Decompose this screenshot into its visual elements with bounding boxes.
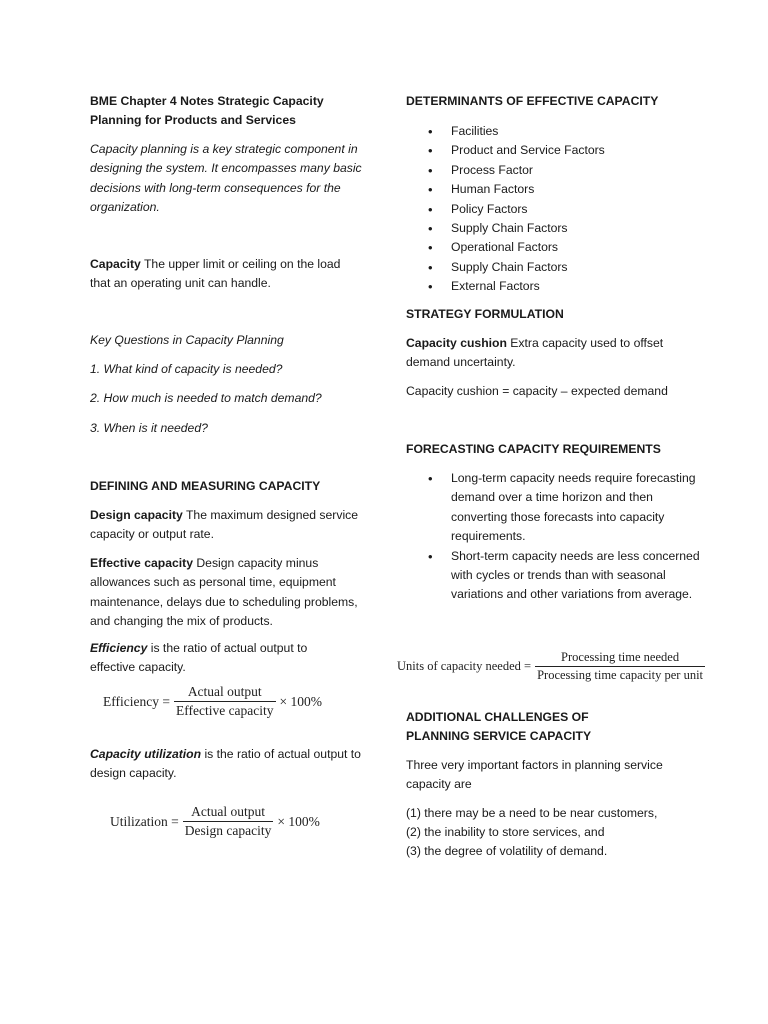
effective-def-text: Design capacity minus allowances such as personal time, equipment maintenance, delays due to scheduling problems, and changing the mix of products. — [90, 556, 358, 629]
cushion-def-text: Extra capacity used to offset demand uncertainty. — [406, 336, 664, 370]
utilization-denominator: Design capacity — [184, 823, 272, 838]
challenges-heading-line-2: PLANNING SERVICE CAPACITY — [406, 729, 592, 743]
challenges-intro: Three very important factors in planning service capacity are — [406, 758, 663, 792]
units-numerator: Processing time needed — [561, 650, 680, 664]
list-item: • Facilities — [406, 122, 706, 141]
design-def-text: The maximum designed service capacity or output rate. — [90, 508, 359, 542]
capacity-def-text: The upper limit or ceiling on the load that an operating unit can handle. — [90, 257, 341, 291]
effective-term: Effective capacity — [90, 556, 193, 570]
list-item: • Policy Factors — [406, 200, 706, 219]
units-fraction — [535, 650, 705, 683]
list-item: • External Factors — [406, 277, 706, 296]
intro-paragraph: Capacity planning is a key strategic component in designing the system. It encompasses many basic decisions with long-term consequences for the organization. — [90, 142, 362, 215]
utilization-numerator: Actual output — [191, 804, 265, 819]
forecasting-list — [406, 469, 706, 605]
key-questions-heading: Key Questions in Capacity Planning — [90, 333, 284, 347]
list-item: • Operational Factors — [406, 238, 706, 257]
question-1: 1. What kind of capacity is needed? — [90, 362, 283, 376]
list-item: • Short-term capacity needs are less concerned with cycles or trends than with seasonal variations and other variations from average. — [406, 547, 704, 605]
utilization-formula — [110, 804, 320, 839]
units-formula-lhs: Units of capacity needed = — [397, 659, 532, 673]
efficiency-def-text: is the ratio of actual output to effective capacity. — [90, 641, 308, 675]
list-item: • Long-term capacity needs require forecasting demand over a time horizon and then converting those forecasts into capacity requirements. — [406, 469, 704, 547]
list-item: • Product and Service Factors — [406, 141, 706, 160]
efficiency-term: Efficiency — [90, 641, 148, 655]
strategy-heading: STRATEGY FORMULATION — [406, 307, 564, 321]
efficiency-numerator: Actual output — [187, 684, 262, 699]
capacity-term: Capacity — [90, 257, 141, 271]
cushion-definition — [406, 334, 681, 373]
question-3: 3. When is it needed? — [90, 421, 208, 435]
efficiency-formula-suffix: × 100% — [279, 693, 323, 709]
challenge-3: (3) the degree of volatility of demand. — [406, 844, 608, 858]
challenge-2: (2) the inability to store services, and — [406, 825, 605, 839]
utilization-term: Capacity utilization — [90, 747, 202, 761]
efficiency-definition — [90, 639, 330, 678]
units-formula — [397, 650, 709, 683]
challenge-1: (1) there may be a need to be near customers, — [406, 806, 658, 820]
determinants-heading: DETERMINANTS OF EFFECTIVE CAPACITY — [406, 94, 659, 108]
utilization-def-text: is the ratio of actual output to design capacity. — [90, 747, 361, 781]
challenges-heading-line-1: ADDITIONAL CHALLENGES OF — [406, 710, 589, 724]
efficiency-formula — [103, 684, 322, 719]
cushion-term: Capacity cushion — [406, 336, 507, 350]
document-title: BME Chapter 4 Notes Strategic Capacity Planning for Products and Services — [90, 94, 324, 128]
question-2: 2. How much is needed to match demand? — [90, 391, 322, 405]
utilization-definition — [90, 745, 370, 784]
list-item: • Process Factor — [406, 161, 706, 180]
efficiency-fraction — [174, 684, 276, 719]
cushion-formula: Capacity cushion = capacity – expected demand — [406, 384, 668, 398]
effective-capacity-definition — [90, 554, 365, 632]
utilization-formula-lhs: Utilization = — [110, 813, 179, 829]
design-term: Design capacity — [90, 508, 183, 522]
forecasting-heading: FORECASTING CAPACITY REQUIREMENTS — [406, 442, 661, 456]
efficiency-denominator: Effective capacity — [175, 703, 274, 718]
capacity-definition — [90, 255, 360, 294]
utilization-fraction — [183, 804, 274, 839]
list-item: • Supply Chain Factors — [406, 258, 706, 277]
list-item: • Supply Chain Factors — [406, 219, 706, 238]
utilization-formula-suffix: × 100% — [277, 813, 320, 829]
defining-heading: DEFINING AND MEASURING CAPACITY — [90, 479, 321, 493]
determinants-list — [406, 122, 706, 297]
list-item: • Human Factors — [406, 180, 706, 199]
efficiency-formula-lhs: Efficiency = — [103, 693, 170, 709]
units-denominator: Processing time capacity per unit — [537, 668, 704, 682]
design-capacity-definition — [90, 506, 365, 545]
